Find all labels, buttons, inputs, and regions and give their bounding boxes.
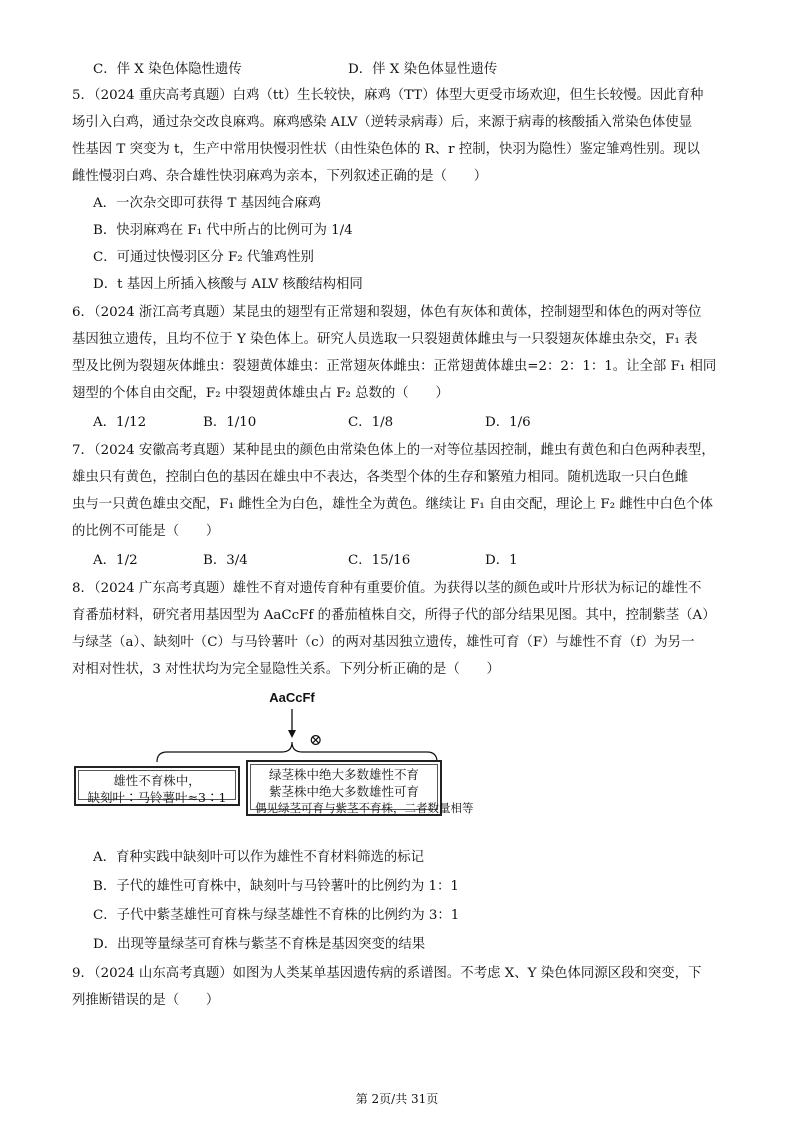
q9-stem-line-2: 列推断错误的是（ ）	[72, 993, 220, 1008]
q6-stem-line-4: 翅型的个体自由交配，F₂ 中裂翅黄体雄虫占 F₂ 总数的（ ）	[72, 386, 449, 401]
q7-stem-line-4: 的比例不可能是（ ）	[72, 524, 220, 539]
q5-stem-line-1: 5．（2024 重庆高考真题）白鸡（tt）生长较快，麻鸡（TT）体型大更受市场欢迎，但生长较慢。因此育种	[72, 88, 704, 103]
q8-option-b: B．子代的雄性可育株中，缺刻叶与马铃薯叶的比例约为 1：1	[93, 879, 459, 894]
q6-stem-line-1: 6．（2024 浙江高考真题）某昆虫的翅型有正常翅和裂翅，体色有灰体和黄体，控制翅型和体色的两对等位	[72, 305, 702, 320]
q6-option-d: D．1/6	[485, 415, 531, 430]
q8-stem-line-3: 与绿茎（a）、缺刻叶（C）与马铃薯叶（c）的两对基因独立遗传，雄性可育（F）与雄性不育（f）为另一	[72, 635, 695, 650]
q5-option-b: B．快羽麻鸡在 F₁ 代中所占的比例可为 1/4	[93, 223, 353, 238]
cross-arrow-and-brace	[72, 690, 712, 770]
q5-option-a: A．一次杂交即可获得 T 基因纯合麻鸡	[93, 196, 321, 211]
right-box-line-2: 紫茎株中绝大多数雄性可育	[268, 784, 419, 799]
page-number-footer: 第 2页/共 31页	[355, 1092, 439, 1106]
q8-stem-line-1: 8．（2024 广东高考真题）雄性不育对遗传育种有重要价值。为获得以茎的颜色或叶片形状为标记的雄性不	[72, 581, 702, 596]
q7-option-d: D．1	[485, 553, 518, 568]
q7-option-b: B．3/4	[203, 553, 248, 568]
q6-option-b: B．1/10	[203, 415, 257, 430]
q7-stem-line-1: 7．（2024 安徽高考真题）某种昆虫的颜色由常染色体上的一对等位基因控制，雌虫有黄色和白色两种表型，	[72, 443, 715, 458]
q8-stem-line-4: 对相对性状，3 对性状均为完全显隐性关系。下列分析正确的是（ ）	[72, 662, 500, 677]
left-box-line-1: 雄性不育株中，	[113, 773, 201, 788]
q4-option-c: C．伴 X 染色体隐性遗传	[93, 62, 242, 77]
q5-stem-line-2: 场引入白鸡，通过杂交改良麻鸡。麻鸡感染 ALV（逆转录病毒）后，来源于病毒的核酸插入常染色体使显	[72, 115, 693, 130]
q7-stem-line-2: 雄虫只有黄色，控制白色的基因在雄虫中不表达，各类型个体的生存和繁殖力相同。随机选取一只白色雌	[72, 470, 688, 485]
q5-option-d: D．t 基因上所插入核酸与 ALV 核酸结构相同	[93, 277, 363, 292]
q8-stem-line-2: 育番茄材料，研究者用基因型为 AaCcFf 的番茄植株自交，所得子代的部分结果见图。其中，控制紫茎（A）	[72, 608, 716, 623]
q7-option-a: A．1/2	[93, 553, 138, 568]
parent-genotype: AaCcFf	[269, 690, 315, 705]
male-sterile-result-box	[74, 766, 240, 806]
right-box-line-3: 偶见绿茎可育与紫茎不育株，二者数量相等	[255, 801, 474, 815]
q8-option-a: A．育种实践中缺刻叶可以作为雄性不育材料筛选的标记	[93, 850, 425, 865]
q8-cross-diagram	[72, 690, 712, 830]
q5-option-c: C．可通过快慢羽区分 F₂ 代雏鸡性别	[93, 250, 314, 265]
q8-option-d: D．出现等量绿茎可育株与紫茎不育株是基因突变的结果	[93, 937, 426, 952]
stem-color-result-box	[246, 760, 474, 816]
selfing-symbol: ⊗	[309, 730, 323, 749]
q7-stem-line-3: 虫与一只黄色雄虫交配，F₁ 雌性全为白色，雄性全为黄色。继续让 F₁ 自由交配，理论上 F₂ 雌性中白色个体	[72, 497, 714, 512]
q6-stem-line-3: 型及比例为裂翅灰体雌虫：裂翅黄体雄虫：正常翅灰体雌虫：正常翅黄体雄虫=2：2：1：1。让全部 F₁ 相同	[72, 359, 717, 374]
q8-option-c: C．子代中紫茎雄性可育株与绿茎雄性不育株的比例约为 3：1	[93, 908, 460, 923]
q6-option-a: A．1/12	[93, 415, 147, 430]
q4-option-d: D．伴 X 染色体显性遗传	[348, 62, 498, 77]
q5-stem-line-4: 雌性慢羽白鸡、杂合雄性快羽麻鸡为亲本，下列叙述正确的是（ ）	[72, 169, 488, 184]
q6-option-c: C．1/8	[348, 415, 394, 430]
right-box-line-1: 绿茎株中绝大多数雄性不育	[268, 767, 419, 782]
q7-option-c: C．15/16	[348, 553, 411, 568]
left-box-line-2: 缺刻叶∶马铃薯叶≈3∶1	[87, 790, 227, 805]
q9-stem-line-1: 9．（2024 山东高考真题）如图为人类某单基因遗传病的系谱图。不考虑 X、Y 染色体同源区段和突变，下	[72, 966, 702, 981]
q6-stem-line-2: 基因独立遗传，且均不位于 Y 染色体上。研究人员选取一只裂翅黄体雌虫与一只裂翅灰体雄虫杂交，F₁ 表	[72, 332, 698, 347]
q5-stem-line-3: 性基因 T 突变为 t，生产中常用快慢羽性状（由性染色体的 R、r 控制，快羽为隐性）鉴定雏鸡性别。现以	[72, 142, 700, 157]
